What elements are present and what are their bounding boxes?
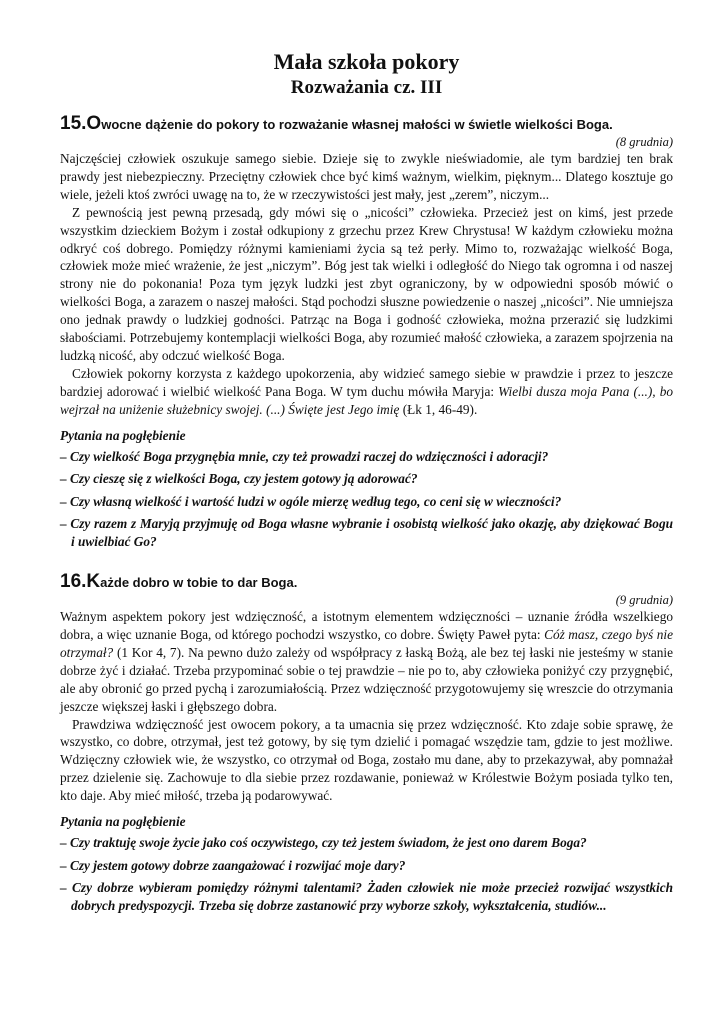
- paragraph: Prawdziwa wdzięczność jest owocem pokory, a ta umacnia się przez wdzięczność. Kto zdaje sobie sprawę, że wszystko, co dobre, otrzymał, jest też gotowy, by się tym dzielić i pomagać wszędzie tam, gdzie to jest możliwe. Wdzięczny człowiek wie, że wszystko, co otrzymał od Boga, zostało mu dane, aby to przekazywał, aby pomnażał przez dzielenie się. Zachowuje to dla siebie przez rozdawanie, ponieważ w Królestwie Bożym posiada tylko ten, kto daje. Aby mieć miłość, trzeba ją podarowywać.: [60, 716, 673, 804]
- section-16-heading: [60, 571, 673, 593]
- section-title: [86, 115, 612, 134]
- questions-heading: Pytania na pogłębienie: [60, 814, 186, 830]
- paragraph: [60, 608, 673, 715]
- question-item: – Czy cieszę się z wielkości Boga, czy jestem gotowy ją adorować?: [60, 471, 418, 487]
- scripture-quote: Cóż masz, czego byś nie otrzymał?: [60, 627, 673, 660]
- section-title-text: wocne dążenie do pokory to rozważanie własnej małości w świetle wielkości Boga.: [101, 117, 613, 132]
- question-item: – Czy dobrze wybieram pomiędzy różnymi talentami? Żaden człowiek nie może przecież rozwijać wszystkich dobrych predyspozycji. Trzeba się dobrze zastanowić przy wyborze szkoły, wykształcenia, studiów...: [60, 880, 673, 913]
- section-title-initial: K: [86, 571, 101, 593]
- section-date: (9 grudnia): [615, 593, 673, 608]
- scripture-reference: (Łk 1, 46-49).: [399, 401, 478, 417]
- question-item: – Czy razem z Maryją przyjmuję od Boga własne wybranie i osobistą wielkość jako okazję, aby dziękować Bogu i uwielbiać Go?: [60, 516, 673, 549]
- scripture-quote: Wielbi dusza moja Pana (...), bo wejrzał na uniżenie służebnicy swojej. (...) Święte jest Jego imię: [60, 383, 673, 417]
- section-16: [60, 571, 673, 914]
- section-title: [86, 573, 297, 592]
- paragraph: [60, 365, 673, 419]
- paragraph: Z pewnością jest pewną przesadą, gdy mówi się o „nicości” człowieka. Przecież jest on kimś, jest przede wszystkim dzieckiem Bożym i został odkupiony z grzechu przez Krew Chrystusa! W każdym człowieku można odkryć coś dobrego. Pomiędzy różnymi kamieniami życia są też perły. Mimo to, rozważając wielkość Boga, człowiek może mieć wrażenie, że jest „niczym”. Bóg jest tak wielki i odległość do Niego tak ogromna i od naszej strony nie do pokonania! Poza tym język ludzki jest zbyt ograniczony, by w odpowiedni sposób mówić o wielkości Boga, a zarazem o naszej małości. Stąd pochodzi słuszne powiedzenie o naszej „nicości”. Nie umniejsza ono jednak prawdy o ludzkiej godności. Patrząc na Boga i godność człowieka, można przerazić się ludzkimi słabościami. Potrzebujemy kontemplacji wielkości Boga, aby rozumieć małość człowieka, a zarazem spojrzenia na ludzką nicość, aby odczuć wielkość Boga.: [60, 204, 673, 363]
- section-number: 16.: [60, 571, 87, 593]
- section-number: 15.: [60, 113, 87, 134]
- section-spacer: [60, 555, 673, 571]
- document-page: [60, 48, 673, 919]
- paragraph: Najczęściej człowiek oszukuje samego siebie. Dzieje się to zwykle nieświadomie, ale tym bardziej ten brak prawdy jest niebezpieczny. Przeciętny człowiek chce być kimś ważnym, wielkim, pięknym... Dlatego kosztuje go wiele, jeżeli ktoś zwróci uwagę na to, że w rzeczywistości jest mały, jest „zerem”, niczym...: [60, 151, 673, 202]
- question-item: – Czy jestem gotowy dobrze zaangażować i rozwijać moje dary?: [60, 857, 406, 873]
- questions-list: [60, 448, 673, 551]
- section-title-text: ażde dobro w tobie to dar Boga.: [100, 575, 298, 591]
- paragraph-text: Człowiek pokorny korzysta z każdego upokorzenia, aby widzieć samego siebie w prawdzie i przez to jeszcze bardziej adorować i wielbić wielkość Pana Boga. W tym duchu mówiła Maryja:: [60, 365, 673, 399]
- document-title: Mała szkoła pokory: [273, 49, 460, 74]
- questions-heading: Pytania na pogłębienie: [60, 427, 186, 443]
- questions-list: [60, 834, 673, 914]
- paragraph-text: Ważnym aspektem pokory jest wdzięczność, a istotnym elementem wdzięczności – uznanie źródła wszelkiego dobra, a więc uznanie Boga, od którego pochodzi wszystko, co dobre. Święty Paweł pyta:: [60, 609, 673, 642]
- question-item: – Czy traktuję swoje życie jako coś oczywistego, czy też jestem świadom, że jest ono darem Boga?: [60, 835, 587, 851]
- section-title-initial: O: [86, 113, 102, 134]
- question-item: – Czy własną wielkość i wartość ludzi w ogóle mierzę według tego, co ceni się w wieczności?: [60, 493, 562, 509]
- paragraph-text: (1 Kor 4, 7). Na pewno dużo zależy od współpracy z łaską Bożą, ale bez tej łaski nie jesteśmy w stanie dobrze żyć i działać. Trzeba przypominać sobie o tej prawdzie – nie po to, aby człowieka poniżyć czy przygnębić, ale aby obronić go przed pychą i zarozumiałością. Przez wdzięczność przygotowujemy się wreszcie do otrzymania jeszcze większej łaski i głębszego dobra.: [60, 644, 673, 714]
- section-15-heading: [60, 113, 673, 135]
- question-item: – Czy wielkość Boga przygnębia mnie, czy też prowadzi raczej do wdzięczności i adoracji?: [60, 448, 549, 464]
- document-subtitle: Rozważania cz. III: [290, 77, 443, 98]
- section-15: [60, 113, 673, 550]
- section-date: (8 grudnia): [615, 135, 673, 149]
